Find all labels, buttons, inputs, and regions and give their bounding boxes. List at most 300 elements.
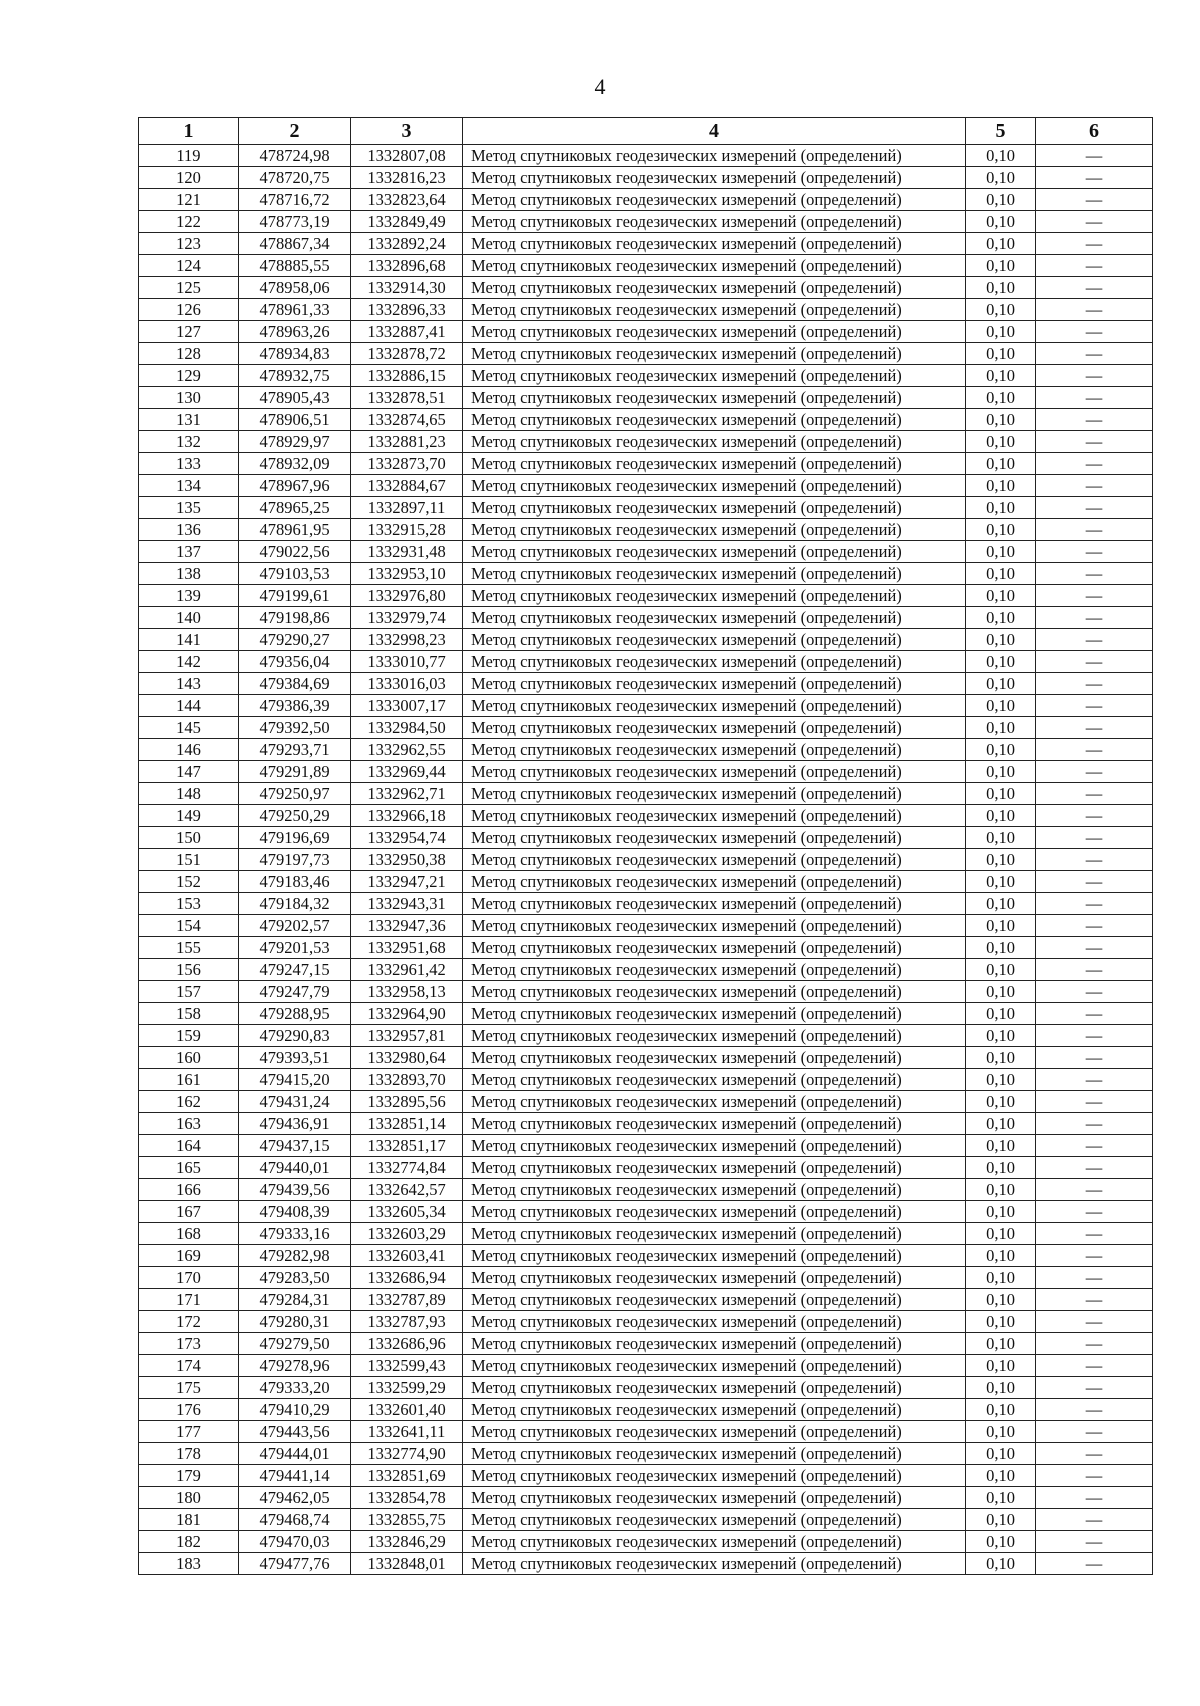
table-row — [139, 1487, 1153, 1509]
method-cell: Метод спутниковых геодезических измерений (определений) — [463, 585, 966, 607]
method-cell: Метод спутниковых геодезических измерений (определений) — [463, 629, 966, 651]
point-number-cell: 140 — [139, 607, 239, 629]
method-cell: Метод спутниковых геодезических измерений (определений) — [463, 959, 966, 981]
y-coordinate-cell: 1332851,14 — [351, 1113, 463, 1135]
point-number-cell: 166 — [139, 1179, 239, 1201]
y-coordinate-cell: 1333010,77 — [351, 651, 463, 673]
method-cell: Метод спутниковых геодезических измерений (определений) — [463, 1487, 966, 1509]
method-cell: Метод спутниковых геодезических измерений (определений) — [463, 1399, 966, 1421]
description-cell: — — [1036, 1201, 1153, 1223]
x-coordinate-cell: 479197,73 — [239, 849, 351, 871]
y-coordinate-cell: 1332950,38 — [351, 849, 463, 871]
method-cell: Метод спутниковых геодезических измерений (определений) — [463, 1333, 966, 1355]
method-cell: Метод спутниковых геодезических измерений (определений) — [463, 1069, 966, 1091]
y-coordinate-cell: 1332601,40 — [351, 1399, 463, 1421]
point-number-cell: 172 — [139, 1311, 239, 1333]
point-number-cell: 131 — [139, 409, 239, 431]
table-row — [139, 211, 1153, 233]
table-row — [139, 1421, 1153, 1443]
accuracy-cell: 0,10 — [966, 695, 1036, 717]
description-cell: — — [1036, 739, 1153, 761]
method-cell: Метод спутниковых геодезических измерений (определений) — [463, 453, 966, 475]
point-number-cell: 176 — [139, 1399, 239, 1421]
x-coordinate-cell: 479284,31 — [239, 1289, 351, 1311]
point-number-cell: 178 — [139, 1443, 239, 1465]
y-coordinate-cell: 1332599,29 — [351, 1377, 463, 1399]
x-coordinate-cell: 479202,57 — [239, 915, 351, 937]
x-coordinate-cell: 479333,20 — [239, 1377, 351, 1399]
table-row — [139, 1113, 1153, 1135]
point-number-cell: 128 — [139, 343, 239, 365]
method-cell: Метод спутниковых геодезических измерений (определений) — [463, 189, 966, 211]
point-number-cell: 177 — [139, 1421, 239, 1443]
x-coordinate-cell: 479278,96 — [239, 1355, 351, 1377]
x-coordinate-cell: 479439,56 — [239, 1179, 351, 1201]
description-cell: — — [1036, 915, 1153, 937]
table-row — [139, 1201, 1153, 1223]
point-number-cell: 168 — [139, 1223, 239, 1245]
accuracy-cell: 0,10 — [966, 1509, 1036, 1531]
accuracy-cell: 0,10 — [966, 1223, 1036, 1245]
table-row — [139, 849, 1153, 871]
y-coordinate-cell: 1332943,31 — [351, 893, 463, 915]
x-coordinate-cell: 479288,95 — [239, 1003, 351, 1025]
description-cell: — — [1036, 717, 1153, 739]
accuracy-cell: 0,10 — [966, 233, 1036, 255]
table-row — [139, 145, 1153, 167]
table-row — [139, 453, 1153, 475]
x-coordinate-cell: 479290,83 — [239, 1025, 351, 1047]
table-row — [139, 233, 1153, 255]
point-number-cell: 122 — [139, 211, 239, 233]
description-cell: — — [1036, 761, 1153, 783]
description-cell: — — [1036, 1047, 1153, 1069]
point-number-cell: 169 — [139, 1245, 239, 1267]
x-coordinate-cell: 478963,26 — [239, 321, 351, 343]
y-coordinate-cell: 1332962,55 — [351, 739, 463, 761]
accuracy-cell: 0,10 — [966, 1091, 1036, 1113]
description-cell: — — [1036, 497, 1153, 519]
point-number-cell: 179 — [139, 1465, 239, 1487]
y-coordinate-cell: 1332998,23 — [351, 629, 463, 651]
table-row — [139, 431, 1153, 453]
point-number-cell: 170 — [139, 1267, 239, 1289]
y-coordinate-cell: 1332951,68 — [351, 937, 463, 959]
method-cell: Метод спутниковых геодезических измерений (определений) — [463, 497, 966, 519]
point-number-cell: 183 — [139, 1553, 239, 1575]
x-coordinate-cell: 478929,97 — [239, 431, 351, 453]
y-coordinate-cell: 1332961,42 — [351, 959, 463, 981]
y-coordinate-cell: 1332823,64 — [351, 189, 463, 211]
accuracy-cell: 0,10 — [966, 1487, 1036, 1509]
method-cell: Метод спутниковых геодезических измерений (определений) — [463, 387, 966, 409]
accuracy-cell: 0,10 — [966, 673, 1036, 695]
point-number-cell: 157 — [139, 981, 239, 1003]
table-row — [139, 1465, 1153, 1487]
y-coordinate-cell: 1332642,57 — [351, 1179, 463, 1201]
header-col-6: 6 — [1036, 118, 1153, 145]
description-cell: — — [1036, 1421, 1153, 1443]
accuracy-cell: 0,10 — [966, 893, 1036, 915]
y-coordinate-cell: 1332878,51 — [351, 387, 463, 409]
table-row — [139, 497, 1153, 519]
accuracy-cell: 0,10 — [966, 453, 1036, 475]
y-coordinate-cell: 1332774,90 — [351, 1443, 463, 1465]
accuracy-cell: 0,10 — [966, 1135, 1036, 1157]
y-coordinate-cell: 1332849,49 — [351, 211, 463, 233]
y-coordinate-cell: 1332774,84 — [351, 1157, 463, 1179]
table-row — [139, 519, 1153, 541]
point-number-cell: 133 — [139, 453, 239, 475]
table-row — [139, 321, 1153, 343]
table-row — [139, 761, 1153, 783]
y-coordinate-cell: 1332966,18 — [351, 805, 463, 827]
accuracy-cell: 0,10 — [966, 1113, 1036, 1135]
method-cell: Метод спутниковых геодезических измерений (определений) — [463, 871, 966, 893]
x-coordinate-cell: 479333,16 — [239, 1223, 351, 1245]
description-cell: — — [1036, 1113, 1153, 1135]
y-coordinate-cell: 1332884,67 — [351, 475, 463, 497]
y-coordinate-cell: 1332897,11 — [351, 497, 463, 519]
method-cell: Метод спутниковых геодезических измерений (определений) — [463, 1267, 966, 1289]
method-cell: Метод спутниковых геодезических измерений (определений) — [463, 541, 966, 563]
point-number-cell: 171 — [139, 1289, 239, 1311]
description-cell: — — [1036, 1487, 1153, 1509]
point-number-cell: 155 — [139, 937, 239, 959]
description-cell: — — [1036, 871, 1153, 893]
accuracy-cell: 0,10 — [966, 739, 1036, 761]
accuracy-cell: 0,10 — [966, 761, 1036, 783]
y-coordinate-cell: 1332947,21 — [351, 871, 463, 893]
x-coordinate-cell: 479468,74 — [239, 1509, 351, 1531]
description-cell: — — [1036, 827, 1153, 849]
method-cell: Метод спутниковых геодезических измерений (определений) — [463, 1531, 966, 1553]
description-cell: — — [1036, 387, 1153, 409]
y-coordinate-cell: 1332599,43 — [351, 1355, 463, 1377]
table-row — [139, 365, 1153, 387]
method-cell: Метод спутниковых геодезических измерений (определений) — [463, 1025, 966, 1047]
y-coordinate-cell: 1333007,17 — [351, 695, 463, 717]
x-coordinate-cell: 479198,86 — [239, 607, 351, 629]
method-cell: Метод спутниковых геодезических измерений (определений) — [463, 1443, 966, 1465]
x-coordinate-cell: 478720,75 — [239, 167, 351, 189]
y-coordinate-cell: 1332605,34 — [351, 1201, 463, 1223]
accuracy-cell: 0,10 — [966, 1069, 1036, 1091]
point-number-cell: 119 — [139, 145, 239, 167]
description-cell: — — [1036, 937, 1153, 959]
y-coordinate-cell: 1332874,65 — [351, 409, 463, 431]
table-row — [139, 959, 1153, 981]
point-number-cell: 165 — [139, 1157, 239, 1179]
method-cell: Метод спутниковых геодезических измерений (определений) — [463, 167, 966, 189]
description-cell: — — [1036, 893, 1153, 915]
description-cell: — — [1036, 1135, 1153, 1157]
point-number-cell: 134 — [139, 475, 239, 497]
table-row — [139, 255, 1153, 277]
description-cell: — — [1036, 1091, 1153, 1113]
accuracy-cell: 0,10 — [966, 1443, 1036, 1465]
table-row — [139, 1091, 1153, 1113]
table-row — [139, 607, 1153, 629]
point-number-cell: 156 — [139, 959, 239, 981]
x-coordinate-cell: 478961,33 — [239, 299, 351, 321]
method-cell: Метод спутниковых геодезических измерений (определений) — [463, 673, 966, 695]
description-cell: — — [1036, 563, 1153, 585]
table-row — [139, 167, 1153, 189]
table-row — [139, 1267, 1153, 1289]
point-number-cell: 124 — [139, 255, 239, 277]
table-body — [139, 145, 1153, 1575]
accuracy-cell: 0,10 — [966, 1157, 1036, 1179]
description-cell: — — [1036, 1553, 1153, 1575]
y-coordinate-cell: 1332915,28 — [351, 519, 463, 541]
method-cell: Метод спутниковых геодезических измерений (определений) — [463, 651, 966, 673]
accuracy-cell: 0,10 — [966, 365, 1036, 387]
accuracy-cell: 0,10 — [966, 1179, 1036, 1201]
description-cell: — — [1036, 805, 1153, 827]
accuracy-cell: 0,10 — [966, 321, 1036, 343]
description-cell: — — [1036, 299, 1153, 321]
table-row — [139, 1509, 1153, 1531]
y-coordinate-cell: 1332848,01 — [351, 1553, 463, 1575]
point-number-cell: 130 — [139, 387, 239, 409]
table-row — [139, 1003, 1153, 1025]
table-row — [139, 277, 1153, 299]
point-number-cell: 167 — [139, 1201, 239, 1223]
y-coordinate-cell: 1332976,80 — [351, 585, 463, 607]
method-cell: Метод спутниковых геодезических измерений (определений) — [463, 1223, 966, 1245]
table-row — [139, 827, 1153, 849]
y-coordinate-cell: 1332851,17 — [351, 1135, 463, 1157]
method-cell: Метод спутниковых геодезических измерений (определений) — [463, 695, 966, 717]
table-row — [139, 915, 1153, 937]
y-coordinate-cell: 1332947,36 — [351, 915, 463, 937]
table-row — [139, 871, 1153, 893]
x-coordinate-cell: 478773,19 — [239, 211, 351, 233]
table-row — [139, 541, 1153, 563]
description-cell: — — [1036, 1025, 1153, 1047]
description-cell: — — [1036, 189, 1153, 211]
point-number-cell: 138 — [139, 563, 239, 585]
x-coordinate-cell: 479283,50 — [239, 1267, 351, 1289]
accuracy-cell: 0,10 — [966, 871, 1036, 893]
y-coordinate-cell: 1332851,69 — [351, 1465, 463, 1487]
y-coordinate-cell: 1332641,11 — [351, 1421, 463, 1443]
accuracy-cell: 0,10 — [966, 1531, 1036, 1553]
table-row — [139, 673, 1153, 695]
point-number-cell: 146 — [139, 739, 239, 761]
y-coordinate-cell: 1332686,96 — [351, 1333, 463, 1355]
description-cell: — — [1036, 783, 1153, 805]
description-cell: — — [1036, 1289, 1153, 1311]
y-coordinate-cell: 1332896,33 — [351, 299, 463, 321]
table-row — [139, 299, 1153, 321]
x-coordinate-cell: 479250,97 — [239, 783, 351, 805]
y-coordinate-cell: 1332979,74 — [351, 607, 463, 629]
table-row — [139, 1377, 1153, 1399]
method-cell: Метод спутниковых геодезических измерений (определений) — [463, 805, 966, 827]
description-cell: — — [1036, 1377, 1153, 1399]
accuracy-cell: 0,10 — [966, 981, 1036, 1003]
x-coordinate-cell: 479415,20 — [239, 1069, 351, 1091]
point-number-cell: 120 — [139, 167, 239, 189]
y-coordinate-cell: 1332984,50 — [351, 717, 463, 739]
x-coordinate-cell: 479356,04 — [239, 651, 351, 673]
accuracy-cell: 0,10 — [966, 1245, 1036, 1267]
x-coordinate-cell: 479247,79 — [239, 981, 351, 1003]
description-cell: — — [1036, 1311, 1153, 1333]
point-number-cell: 135 — [139, 497, 239, 519]
table-header-row — [139, 118, 1153, 145]
x-coordinate-cell: 479436,91 — [239, 1113, 351, 1135]
accuracy-cell: 0,10 — [966, 937, 1036, 959]
point-number-cell: 123 — [139, 233, 239, 255]
description-cell: — — [1036, 1179, 1153, 1201]
point-number-cell: 153 — [139, 893, 239, 915]
method-cell: Метод спутниковых геодезических измерений (определений) — [463, 1421, 966, 1443]
accuracy-cell: 0,10 — [966, 607, 1036, 629]
point-number-cell: 173 — [139, 1333, 239, 1355]
accuracy-cell: 0,10 — [966, 1025, 1036, 1047]
y-coordinate-cell: 1332964,90 — [351, 1003, 463, 1025]
point-number-cell: 144 — [139, 695, 239, 717]
table-row — [139, 585, 1153, 607]
method-cell: Метод спутниковых геодезических измерений (определений) — [463, 1509, 966, 1531]
accuracy-cell: 0,10 — [966, 1377, 1036, 1399]
method-cell: Метод спутниковых геодезических измерений (определений) — [463, 321, 966, 343]
y-coordinate-cell: 1332957,81 — [351, 1025, 463, 1047]
accuracy-cell: 0,10 — [966, 541, 1036, 563]
accuracy-cell: 0,10 — [966, 1289, 1036, 1311]
description-cell: — — [1036, 629, 1153, 651]
method-cell: Метод спутниковых геодезических измерений (определений) — [463, 717, 966, 739]
x-coordinate-cell: 479470,03 — [239, 1531, 351, 1553]
y-coordinate-cell: 1332816,23 — [351, 167, 463, 189]
table-row — [139, 1223, 1153, 1245]
description-cell: — — [1036, 255, 1153, 277]
description-cell: — — [1036, 541, 1153, 563]
table-row — [139, 651, 1153, 673]
y-coordinate-cell: 1332873,70 — [351, 453, 463, 475]
accuracy-cell: 0,10 — [966, 585, 1036, 607]
accuracy-cell: 0,10 — [966, 343, 1036, 365]
description-cell: — — [1036, 981, 1153, 1003]
table-row — [139, 1531, 1153, 1553]
point-number-cell: 142 — [139, 651, 239, 673]
x-coordinate-cell: 478905,43 — [239, 387, 351, 409]
x-coordinate-cell: 478932,09 — [239, 453, 351, 475]
y-coordinate-cell: 1332854,78 — [351, 1487, 463, 1509]
accuracy-cell: 0,10 — [966, 629, 1036, 651]
accuracy-cell: 0,10 — [966, 651, 1036, 673]
table-row — [139, 739, 1153, 761]
table-row — [139, 1069, 1153, 1091]
description-cell: — — [1036, 651, 1153, 673]
accuracy-cell: 0,10 — [966, 805, 1036, 827]
table-row — [139, 805, 1153, 827]
accuracy-cell: 0,10 — [966, 1355, 1036, 1377]
y-coordinate-cell: 1332887,41 — [351, 321, 463, 343]
table-row — [139, 1443, 1153, 1465]
method-cell: Метод спутниковых геодезических измерений (определений) — [463, 893, 966, 915]
x-coordinate-cell: 478716,72 — [239, 189, 351, 211]
point-number-cell: 132 — [139, 431, 239, 453]
table-row — [139, 475, 1153, 497]
method-cell: Метод спутниковых геодезических измерений (определений) — [463, 1553, 966, 1575]
x-coordinate-cell: 478965,25 — [239, 497, 351, 519]
description-cell: — — [1036, 1443, 1153, 1465]
accuracy-cell: 0,10 — [966, 717, 1036, 739]
point-number-cell: 129 — [139, 365, 239, 387]
y-coordinate-cell: 1332881,23 — [351, 431, 463, 453]
x-coordinate-cell: 478934,83 — [239, 343, 351, 365]
x-coordinate-cell: 478958,06 — [239, 277, 351, 299]
method-cell: Метод спутниковых геодезических измерений (определений) — [463, 145, 966, 167]
method-cell: Метод спутниковых геодезических измерений (определений) — [463, 937, 966, 959]
x-coordinate-cell: 479441,14 — [239, 1465, 351, 1487]
description-cell: — — [1036, 453, 1153, 475]
accuracy-cell: 0,10 — [966, 1003, 1036, 1025]
y-coordinate-cell: 1332787,93 — [351, 1311, 463, 1333]
y-coordinate-cell: 1333016,03 — [351, 673, 463, 695]
description-cell: — — [1036, 475, 1153, 497]
accuracy-cell: 0,10 — [966, 145, 1036, 167]
accuracy-cell: 0,10 — [966, 959, 1036, 981]
point-number-cell: 145 — [139, 717, 239, 739]
description-cell: — — [1036, 1531, 1153, 1553]
table-row — [139, 893, 1153, 915]
x-coordinate-cell: 478867,34 — [239, 233, 351, 255]
point-number-cell: 164 — [139, 1135, 239, 1157]
x-coordinate-cell: 479280,31 — [239, 1311, 351, 1333]
description-cell: — — [1036, 1223, 1153, 1245]
y-coordinate-cell: 1332886,15 — [351, 365, 463, 387]
accuracy-cell: 0,10 — [966, 563, 1036, 585]
point-number-cell: 174 — [139, 1355, 239, 1377]
table-row — [139, 695, 1153, 717]
accuracy-cell: 0,10 — [966, 1267, 1036, 1289]
table-row — [139, 387, 1153, 409]
method-cell: Метод спутниковых геодезических измерений (определений) — [463, 211, 966, 233]
point-number-cell: 162 — [139, 1091, 239, 1113]
page-number: 4 — [594, 74, 606, 99]
method-cell: Метод спутниковых геодезических измерений (определений) — [463, 475, 966, 497]
table-row — [139, 1157, 1153, 1179]
point-number-cell: 160 — [139, 1047, 239, 1069]
x-coordinate-cell: 479196,69 — [239, 827, 351, 849]
table-row — [139, 1025, 1153, 1047]
method-cell: Метод спутниковых геодезических измерений (определений) — [463, 431, 966, 453]
description-cell: — — [1036, 343, 1153, 365]
method-cell: Метод спутниковых геодезических измерений (определений) — [463, 1179, 966, 1201]
description-cell: — — [1036, 431, 1153, 453]
description-cell: — — [1036, 233, 1153, 255]
x-coordinate-cell: 479386,39 — [239, 695, 351, 717]
point-number-cell: 125 — [139, 277, 239, 299]
table-row — [139, 981, 1153, 1003]
point-number-cell: 147 — [139, 761, 239, 783]
x-coordinate-cell: 479183,46 — [239, 871, 351, 893]
y-coordinate-cell: 1332931,48 — [351, 541, 463, 563]
method-cell: Метод спутниковых геодезических измерений (определений) — [463, 1311, 966, 1333]
table-row — [139, 1553, 1153, 1575]
point-number-cell: 148 — [139, 783, 239, 805]
x-coordinate-cell: 479437,15 — [239, 1135, 351, 1157]
accuracy-cell: 0,10 — [966, 783, 1036, 805]
y-coordinate-cell: 1332914,30 — [351, 277, 463, 299]
header-col-2: 2 — [239, 118, 351, 145]
accuracy-cell: 0,10 — [966, 1421, 1036, 1443]
